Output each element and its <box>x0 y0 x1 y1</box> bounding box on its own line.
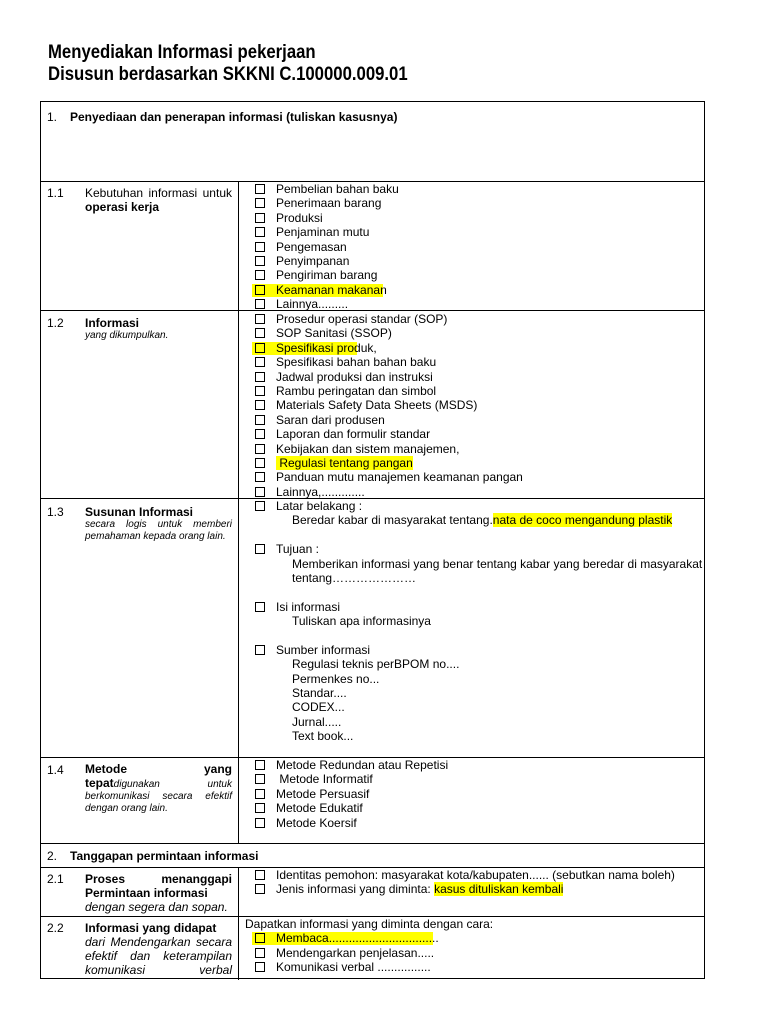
list-item[interactable]: Pengiriman barang <box>252 268 700 282</box>
list-item[interactable]: Metode Redundan atau Repetisi <box>252 758 700 772</box>
list-item[interactable]: Produksi <box>252 211 700 225</box>
list-item[interactable]: Pembelian bahan baku <box>252 182 700 196</box>
list-item[interactable]: Spesifikasi bahan bahan baku <box>252 355 700 369</box>
row-1-3-content <box>252 499 703 744</box>
row-2-2 <box>41 917 704 980</box>
checkbox[interactable] <box>255 458 265 468</box>
checkbox[interactable] <box>255 256 265 266</box>
tujuan-text-2: tentang………………… <box>292 570 417 585</box>
checkbox[interactable] <box>255 962 265 972</box>
list-item[interactable]: Kebijakan dan sistem manajemen, <box>252 442 700 456</box>
list-item-highlighted[interactable]: Keamanan makanan <box>252 283 700 297</box>
checkbox[interactable] <box>255 501 265 511</box>
row-1-1 <box>41 182 704 311</box>
list-item[interactable]: Regulasi tentang pangan <box>252 456 700 470</box>
checkbox[interactable] <box>255 645 265 655</box>
sumber-item: Standar.... <box>292 686 347 701</box>
list-item[interactable]: Mendengarkan penjelasan..... <box>252 946 700 960</box>
row-1-2-number: 1.2 <box>47 316 64 330</box>
row-1-2-label: Informasi yang dikumpulkan. <box>85 316 169 341</box>
checkbox[interactable] <box>255 803 265 813</box>
list-item[interactable]: Metode Informatif <box>252 772 700 786</box>
list-item[interactable]: Prosedur operasi standar (SOP) <box>252 312 700 326</box>
list-item[interactable]: SOP Sanitasi (SSOP) <box>252 326 700 340</box>
checkbox[interactable] <box>255 818 265 828</box>
row-2-2-number: 2.2 <box>47 921 64 935</box>
row-1-1-number: 1.1 <box>47 186 64 200</box>
checkbox[interactable] <box>255 184 265 194</box>
sumber-item: Text book... <box>292 729 354 744</box>
checkbox[interactable] <box>255 400 265 410</box>
sumber-item: Jurnal..... <box>292 714 342 729</box>
competency-table <box>40 101 705 979</box>
list-item[interactable]: Identitas pemohon: masyarakat kota/kabupaten...... (sebutkan nama boleh) <box>252 868 700 882</box>
list-item[interactable]: Laporan dan formulir standar <box>252 427 700 441</box>
list-item[interactable]: Jenis informasi yang diminta: kasus dituliskan kembali <box>252 882 700 896</box>
checkbox[interactable] <box>255 242 265 252</box>
list-item[interactable]: Materials Safety Data Sheets (MSDS) <box>252 398 700 412</box>
checkbox[interactable] <box>255 198 265 208</box>
checkbox[interactable] <box>255 386 265 396</box>
sumber-informasi[interactable]: Sumber informasi <box>252 643 700 657</box>
tujuan-text-1: Memberikan informasi yang benar tentang kabar yang beredar di masyarakat <box>292 556 703 571</box>
list-item-highlighted[interactable]: Spesifikasi produk, <box>252 341 700 355</box>
title-line-2: Disusun berdasarkan SKKNI C.100000.009.01 <box>48 64 408 85</box>
sumber-item: Regulasi teknis perBPOM no.... <box>292 657 460 672</box>
row-1-1-label: Kebutuhan informasi untuk operasi kerja <box>85 186 232 214</box>
checkbox[interactable] <box>255 444 265 454</box>
tujuan[interactable]: Tujuan : <box>252 542 700 556</box>
checkbox[interactable] <box>255 870 265 880</box>
checkbox[interactable] <box>255 487 265 497</box>
checkbox[interactable] <box>255 415 265 425</box>
checkbox[interactable] <box>255 789 265 799</box>
list-item[interactable]: Metode Koersif <box>252 816 700 830</box>
row-1-4-checklist <box>252 758 700 830</box>
list-item-highlighted[interactable]: Membaca................................. <box>252 931 700 945</box>
list-item[interactable]: Panduan mutu manajemen keamanan pangan <box>252 470 700 484</box>
list-item[interactable]: Komunikasi verbal ................ <box>252 960 700 974</box>
section-2-heading: Tanggapan permintaan informasi <box>70 849 259 863</box>
row-1-4 <box>41 758 704 844</box>
list-item[interactable]: Pengemasan <box>252 240 700 254</box>
document-title <box>48 42 408 86</box>
checkbox[interactable] <box>255 760 265 770</box>
checkbox[interactable] <box>255 270 265 280</box>
list-item[interactable]: Penjaminan mutu <box>252 225 700 239</box>
row-1-3-number: 1.3 <box>47 505 64 519</box>
isi-informasi-text: Tuliskan apa informasinya <box>292 614 431 629</box>
row-1-1-checklist <box>252 182 700 312</box>
list-item[interactable]: Penyimpanan <box>252 254 700 268</box>
row-1-2 <box>41 311 704 499</box>
row-1-4-label: Metode yang tepatdigunakan untuk berkomunikasi secara efektif dengan orang lain. <box>85 762 232 814</box>
checkbox[interactable] <box>255 299 265 309</box>
checkbox[interactable] <box>255 227 265 237</box>
sumber-item: CODEX... <box>292 700 345 715</box>
section-2-number: 2. <box>47 849 58 863</box>
checkbox[interactable] <box>255 357 265 367</box>
list-item[interactable]: Rambu peringatan dan simbol <box>252 384 700 398</box>
checkbox[interactable] <box>255 884 265 894</box>
checkbox[interactable] <box>255 328 265 338</box>
row-2-2-intro: Dapatkan informasi yang diminta dengan cara: <box>245 917 494 931</box>
latar-belakang-text: Beredar kabar di masyarakat tentang.nata de coco mengandung plastik <box>292 513 673 528</box>
checkbox[interactable] <box>255 948 265 958</box>
checkbox[interactable] <box>255 602 265 612</box>
checkbox[interactable] <box>255 372 265 382</box>
section-1-heading: Penyediaan dan penerapan informasi (tuliskan kasusnya) <box>70 110 398 124</box>
checkbox[interactable] <box>255 472 265 482</box>
list-item[interactable]: Lainnya......... <box>252 297 700 311</box>
section-1-row <box>41 102 704 182</box>
latar-belakang[interactable]: Latar belakang : <box>252 499 700 513</box>
row-2-2-label: Informasi yang didapat dari Mendengarkan secara efektif dan keterampilan komunikasi verbal <box>85 921 232 977</box>
checkbox[interactable] <box>255 314 265 324</box>
checkbox[interactable] <box>255 343 265 353</box>
row-2-1-number: 2.1 <box>47 872 64 886</box>
list-item[interactable]: Jadwal produksi dan instruksi <box>252 370 700 384</box>
list-item[interactable]: Metode Persuasif <box>252 787 700 801</box>
checkbox[interactable] <box>255 544 265 554</box>
row-2-1-checklist <box>252 868 700 897</box>
checkbox[interactable] <box>255 285 265 295</box>
list-item[interactable]: Metode Edukatif <box>252 801 700 815</box>
row-1-4-number: 1.4 <box>47 763 64 777</box>
title-line-1: Menyediakan Informasi pekerjaan <box>48 42 316 63</box>
row-2-1-label: Proses menanggapi Permintaan informasi dengan segera dan sopan. <box>85 872 232 914</box>
row-1-2-checklist <box>252 312 700 499</box>
section-2-row <box>41 844 704 868</box>
checkbox[interactable] <box>255 933 265 943</box>
list-item[interactable]: Saran dari produsen <box>252 413 700 427</box>
list-item[interactable]: Lainnya,............. <box>252 485 700 499</box>
list-item[interactable]: Penerimaan barang <box>252 196 700 210</box>
row-1-3 <box>41 499 704 758</box>
isi-informasi[interactable]: Isi informasi <box>252 600 700 614</box>
checkbox[interactable] <box>255 774 265 784</box>
sumber-item: Permenkes no... <box>292 671 380 686</box>
section-1-number: 1. <box>47 110 58 124</box>
row-2-1 <box>41 868 704 917</box>
row-2-2-content <box>245 917 700 975</box>
checkbox[interactable] <box>255 213 265 223</box>
checkbox[interactable] <box>255 429 265 439</box>
row-1-3-label: Susunan Informasi secara logis untuk memberi pemahaman kepada orang lain. <box>85 505 232 542</box>
